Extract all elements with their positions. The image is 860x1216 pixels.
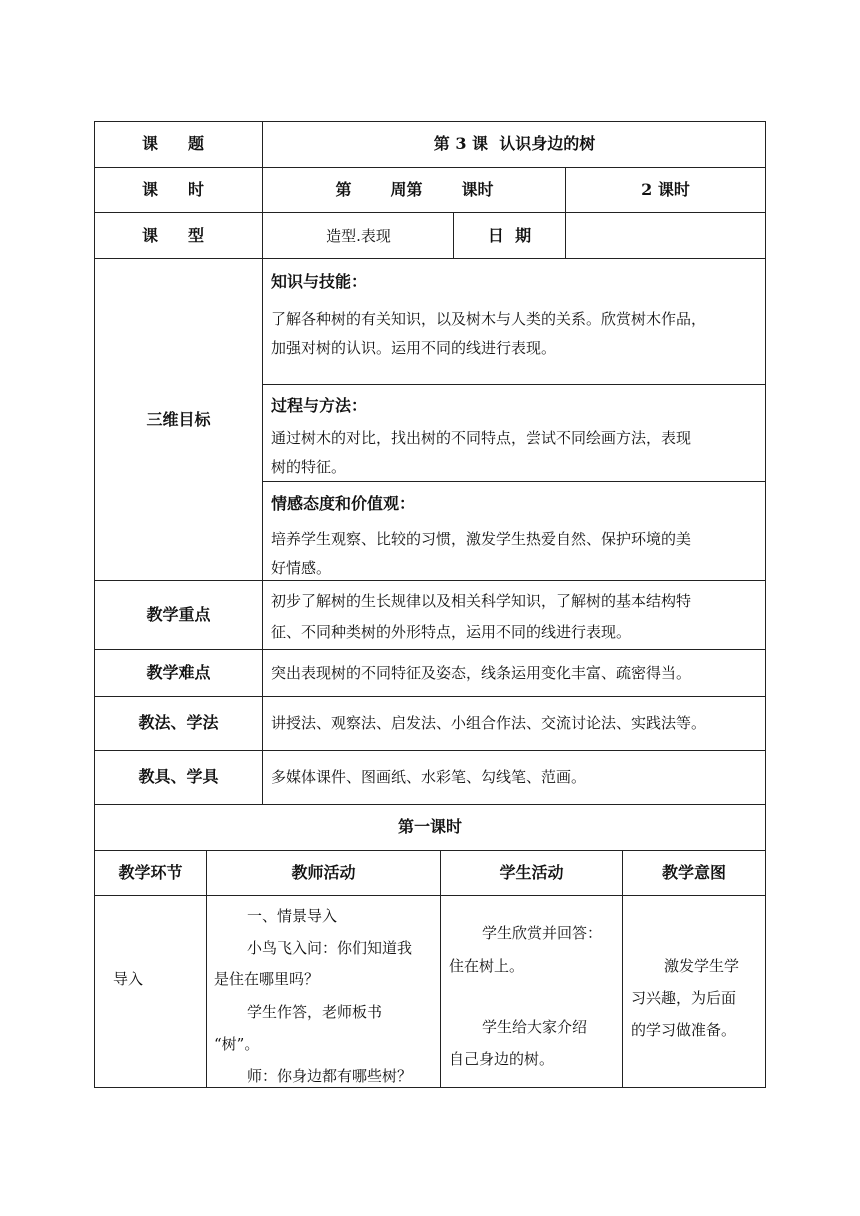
- type-label: 课型: [142, 226, 235, 245]
- student-activity-line: 住在树上。: [449, 957, 525, 975]
- table-border: [263, 481, 766, 482]
- table-border: [94, 750, 766, 751]
- materials-text: 多媒体课件、图画纸、水彩笔、勾线笔、范画。: [271, 768, 587, 786]
- table-border: [94, 895, 766, 896]
- teacher-activity-line: 学生作答，老师板书: [247, 1003, 383, 1021]
- key-points-text: 征、不同种类树的外形特点，运用不同的线进行表现。: [271, 623, 632, 641]
- objective-text: 培养学生观察、比较的习惯，激发学生热爱自然、保护环境的美: [271, 530, 692, 548]
- difficulties-label: 教学难点: [146, 663, 211, 682]
- table-border: [94, 1087, 766, 1088]
- intent-line: 习兴趣，为后面: [631, 989, 737, 1007]
- key-points-label: 教学重点: [146, 605, 211, 624]
- objectives-label: 三维目标: [146, 410, 211, 429]
- table-border: [94, 696, 766, 697]
- objective-text: 通过树木的对比，找出树的不同特点，尝试不同绘画方法，表现: [271, 429, 692, 447]
- period-label: 课时: [142, 180, 235, 199]
- teacher-activity-line: 是住在哪里吗？: [214, 970, 320, 988]
- stage-cell: 导入: [113, 970, 144, 988]
- objective-text: 好情感。: [271, 559, 332, 577]
- topic-label: 课题: [142, 134, 235, 153]
- teacher-activity-line: 小鸟飞入问：你们知道我: [247, 939, 413, 957]
- difficulties-text: 突出表现树的不同特征及姿态，线条运用变化丰富、疏密得当。: [271, 664, 692, 682]
- objective-text: 了解各种树的有关知识，以及树木与人类的关系。欣赏树木作品，: [271, 310, 707, 328]
- table-border: [94, 121, 766, 122]
- objective-title: 知识与技能：: [271, 272, 368, 291]
- objective-title: 过程与方法：: [271, 396, 368, 415]
- student-activity-line: 自己身边的树。: [449, 1050, 555, 1068]
- table-border: [94, 580, 766, 581]
- methods-label: 教法、学法: [138, 713, 219, 732]
- table-border: [94, 212, 766, 213]
- table-border: [94, 649, 766, 650]
- topic-value: 第 3 课 认识身边的树: [433, 134, 596, 153]
- student-activity-line: 学生给大家介绍: [482, 1018, 588, 1036]
- table-border: [263, 384, 766, 385]
- type-value: 造型.表现: [326, 227, 391, 245]
- intent-line: 激发学生学: [664, 957, 740, 975]
- column-header: 教学环节: [118, 863, 183, 882]
- table-border: [262, 121, 263, 804]
- objective-text: 加强对树的认识。运用不同的线进行表现。: [271, 339, 557, 357]
- table-border: [94, 804, 766, 805]
- teacher-activity-line: 师：你身边都有哪些树？: [247, 1067, 413, 1085]
- key-points-text: 初步了解树的生长规律以及相关科学知识，了解树的基本结构特: [271, 592, 692, 610]
- table-border: [94, 850, 766, 851]
- table-border: [94, 258, 766, 259]
- date-label: 日 期: [487, 226, 532, 245]
- objective-title: 情感态度和价值观：: [271, 494, 416, 513]
- methods-text: 讲授法、观察法、启发法、小组合作法、交流讨论法、实践法等。: [271, 714, 707, 732]
- column-header: 学生活动: [499, 863, 564, 882]
- column-header: 教师活动: [291, 863, 356, 882]
- lesson-title: 第一课时: [397, 817, 462, 836]
- student-activity-line: 学生欣赏并回答：: [482, 924, 603, 942]
- period-count: 2 课时: [641, 180, 690, 199]
- objective-text: 树的特征。: [271, 458, 347, 476]
- teacher-activity-line: 一、情景导入: [247, 907, 338, 925]
- intent-line: 的学习做准备。: [631, 1021, 737, 1039]
- teacher-activity-line: “树”。: [214, 1035, 260, 1053]
- table-border: [765, 121, 766, 1088]
- column-header: 教学意图: [661, 863, 726, 882]
- materials-label: 教具、学具: [138, 767, 219, 786]
- week-period-label: 第 周第 课时: [335, 180, 494, 199]
- table-border: [94, 167, 766, 168]
